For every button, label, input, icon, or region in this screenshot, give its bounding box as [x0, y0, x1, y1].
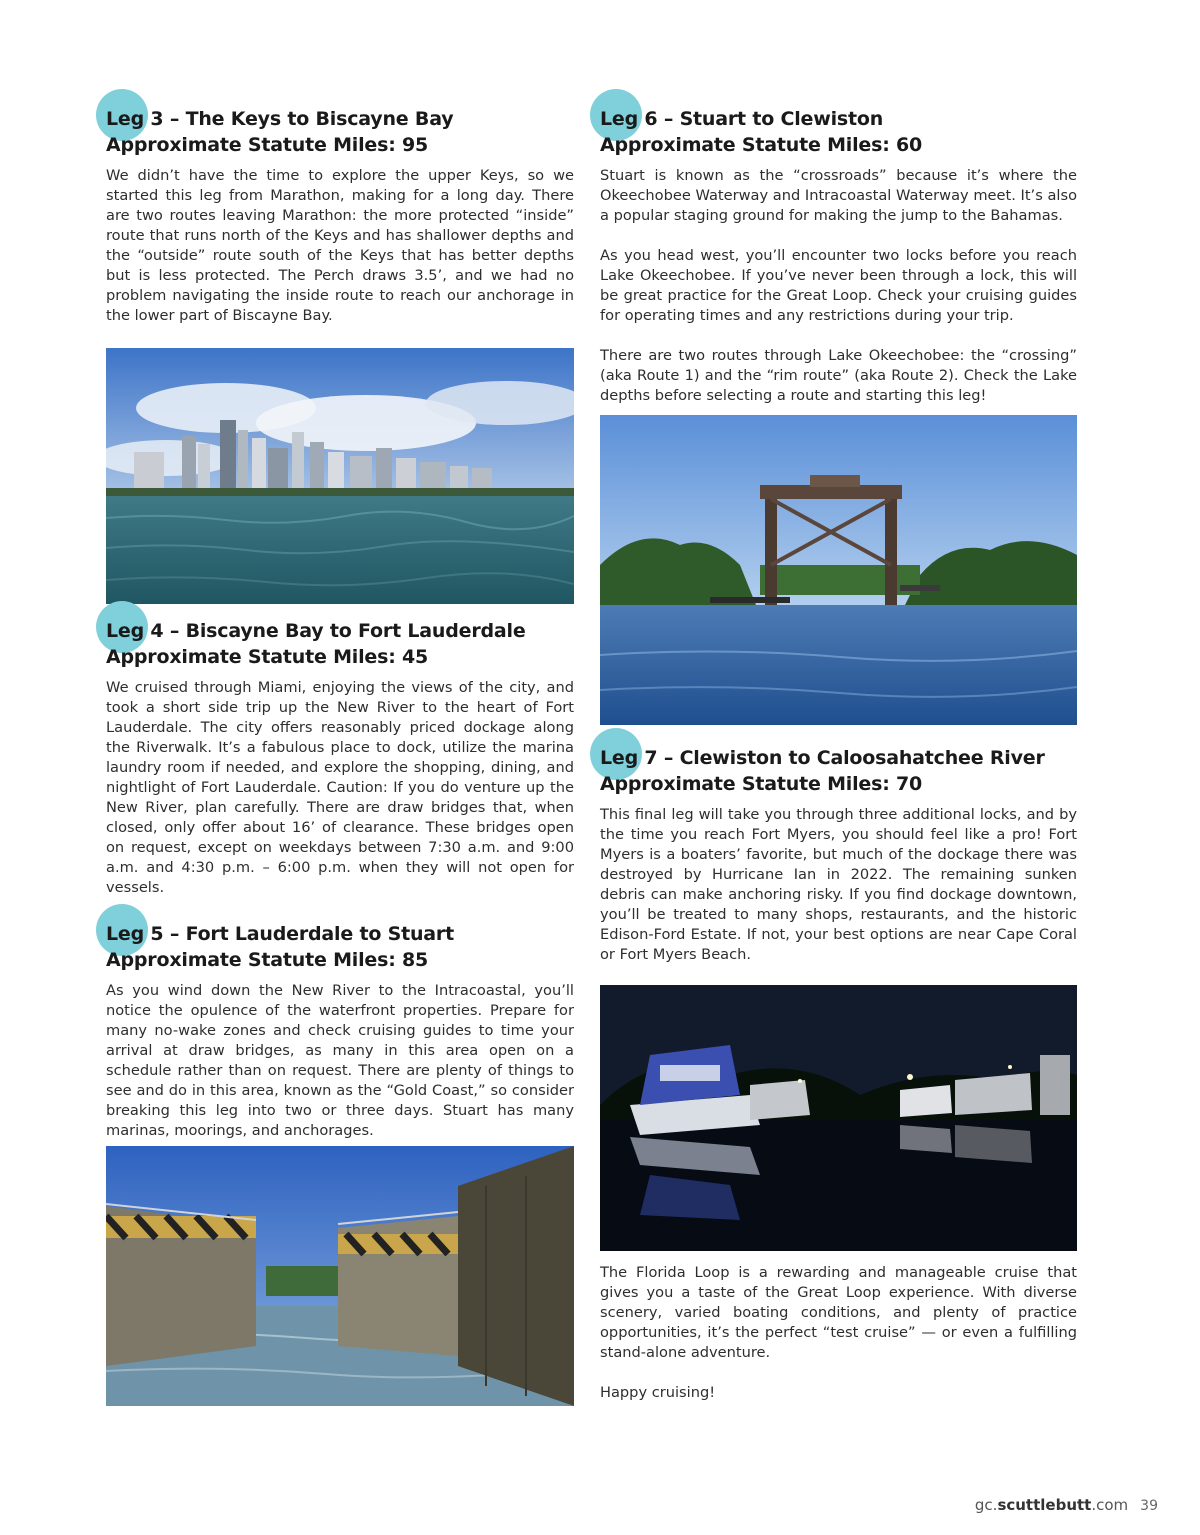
site-url[interactable]: gc.scuttlebutt.com: [974, 1496, 1129, 1514]
page-number: 39: [1140, 1498, 1158, 1514]
leg4-paragraph: We cruised through Miami, enjoying the views of the city, and took a short side trip up the New River to the heart of Fort Lauderdale. The city offers reasonably priced dockage along the Riverwalk. It’s a fabulous place to dock, utilize the marina laundry room if needed, and explore the shopping, dining, and nightlight of Fort Lauderdale. Caution: If you do venture up the New River, plan carefully. There are draw bridges that, when closed, only offer about 16’ of clearance. These bridges open on request, except on weekdays between 7:30 a.m. and 9:00 a.m. and 4:30 p.m. – 6:00 p.m. when they will not open for vessels.: [106, 679, 574, 896]
leg7-paragraph: This final leg will take you through three additional locks, and by the time you reach Fort Myers, you should feel like a pro! Fort Myers is a boaters’ favorite, but much of the dockage there was destroyed by Hurricane Ian in 2022. The remaining sunken debris can make anchoring risky. If you find dockage downtown, you’ll be treated to many shops, restaurants, and the historic Edison-Ford Estate. If not, your best options are near Cape Coral or Fort Myers Beach.: [600, 806, 1077, 963]
leg3-heading: [106, 106, 574, 158]
leg5-section: [106, 921, 574, 1141]
leg3-number: Leg 3: [106, 108, 164, 130]
miami-skyline-photo: [106, 348, 574, 604]
lock-gates-photo: [106, 1146, 574, 1406]
lift-bridge-photo: [600, 415, 1077, 725]
leg7-section: [600, 745, 1077, 965]
leg4-miles: Approximate Statute Miles: 45: [106, 646, 429, 668]
leg6-body: [600, 166, 1077, 406]
leg3-section: [106, 106, 574, 326]
leg6-section: [600, 106, 1077, 406]
leg6-title: – Stuart to Clewiston: [657, 108, 884, 130]
leg5-body: [106, 981, 574, 1141]
night-marina-photo: [600, 985, 1077, 1251]
leg6-paragraph: There are two routes through Lake Okeechobee: the “crossing” (aka Route 1) and the “rim route” (aka Route 2). Check the Lake depths before selecting a route and starting this leg!: [600, 347, 1077, 404]
leg6-heading: [600, 106, 1077, 158]
leg4-title: – Biscayne Bay to Fort Lauderdale: [163, 620, 526, 642]
leg3-body: [106, 166, 574, 326]
closing-body: [600, 1263, 1077, 1403]
leg3-miles: Approximate Statute Miles: 95: [106, 134, 429, 156]
leg4-section: [106, 618, 574, 898]
leg5-title: – Fort Lauderdale to Stuart: [163, 923, 454, 945]
leg5-number: Leg 5: [106, 923, 164, 945]
leg7-heading: [600, 745, 1077, 797]
leg3-paragraph: We didn’t have the time to explore the upper Keys, so we started this leg from Marathon, making for a long day. There are two routes leaving Marathon: the more protected “inside” route that runs north of the Keys and has shallower depths and the “outside” route south of the Keys that has better depths but is less protected. The Perch draws 3.5’, and we had no problem navigating the inside route to reach our anchorage in the lower part of Biscayne Bay.: [106, 167, 574, 324]
leg7-number: Leg 7: [600, 747, 658, 769]
leg5-miles: Approximate Statute Miles: 85: [106, 949, 429, 971]
leg7-miles: Approximate Statute Miles: 70: [600, 773, 923, 795]
leg5-paragraph: As you wind down the New River to the Intracoastal, you’ll notice the opulence of the waterfront properties. Prepare for many no-wake zones and check cruising guides to time your arrival at draw bridges, as many in this area open on a schedule rather than on request. There are plenty of things to see and do in this area, known as the “Gold Coast,” so consider breaking this leg into two or three days. Stuart has many marinas, moorings, and anchorages.: [106, 982, 574, 1139]
leg7-body: [600, 805, 1077, 965]
leg3-title: – The Keys to Biscayne Bay: [163, 108, 454, 130]
leg4-number: Leg 4: [106, 620, 164, 642]
leg6-paragraph: Stuart is known as the “crossroads” because it’s where the Okeechobee Waterway and Intracoastal Waterway meet. It’s also a popular staging ground for making the jump to the Bahamas.: [600, 167, 1077, 224]
leg6-paragraph: As you head west, you’ll encounter two locks before you reach Lake Okeechobee. If you’ve never been through a lock, this will be great practice for the Great Loop. Check your cruising guides for operating times and any restrictions during your trip.: [600, 247, 1077, 324]
leg4-heading: [106, 618, 574, 670]
leg6-miles: Approximate Statute Miles: 60: [600, 134, 923, 156]
leg4-body: [106, 678, 574, 898]
sign-off: Happy cruising!: [600, 1384, 716, 1401]
leg7-title: – Clewiston to Caloosahatchee River: [657, 747, 1045, 769]
leg6-number: Leg 6: [600, 108, 658, 130]
leg5-heading: [106, 921, 574, 973]
closing-paragraph: The Florida Loop is a rewarding and manageable cruise that gives you a taste of the Great Loop experience. With diverse scenery, varied boating conditions, and plenty of practice opportunities, it’s the perfect “test cruise” — or even a fulfilling stand-alone adventure.: [600, 1264, 1077, 1361]
page-footer: [975, 1496, 1158, 1514]
closing-section: [600, 1263, 1077, 1403]
